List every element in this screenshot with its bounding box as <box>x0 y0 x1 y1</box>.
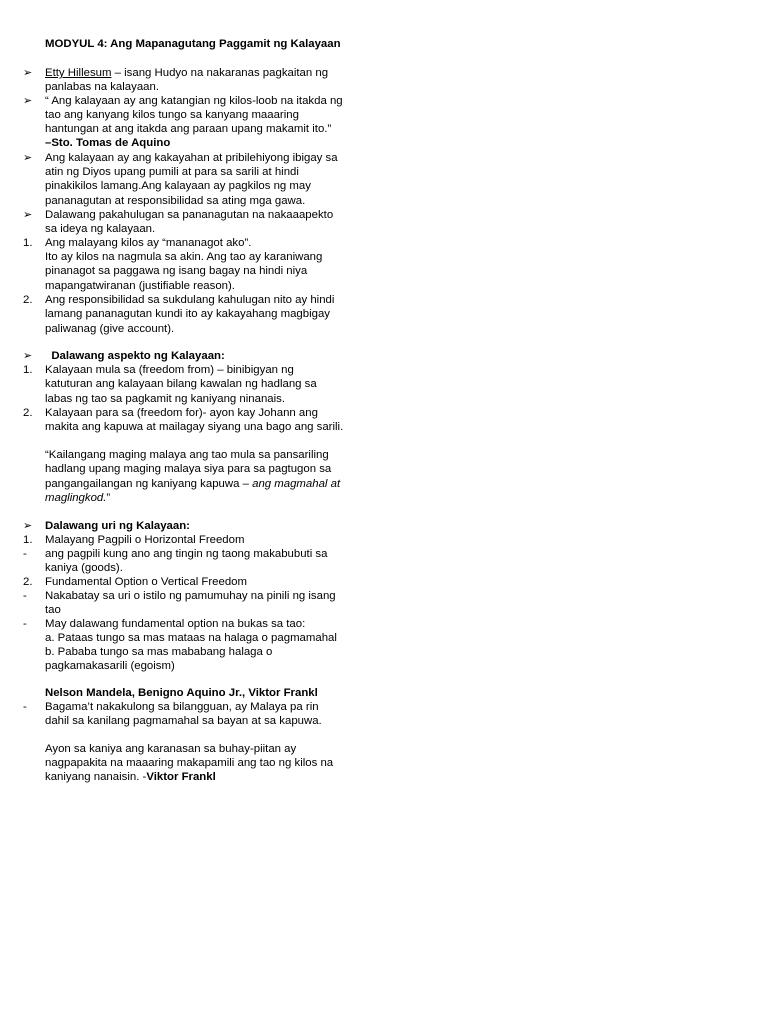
vertical-freedom-line: Fundamental Option o Vertical Freedom <box>45 576 247 588</box>
freedom-from-line-2: katuturan ang kalayaan bilang kawalan ng hadlang sa <box>45 378 317 390</box>
bullet-etty-line-1 <box>45 66 328 80</box>
bilangguan-line-2: dahil sa kanilang pagmamahal sa bayan at sa kapuwa. <box>45 715 322 727</box>
bullet-arrow-icon: ➢ <box>23 520 33 532</box>
fundamental-option-line-3: b. Pababa tungo sa mas mababang halaga o <box>45 646 273 658</box>
kalayaan-definition-line-2: atin ng Diyos upang pumili at para sa sarili at hindi <box>45 166 299 178</box>
frankl-quote-line-3 <box>45 770 216 784</box>
kailangang-quote-line-4 <box>45 491 110 505</box>
nakabatay-line-2: tao <box>45 604 61 616</box>
list-number: 1. <box>23 237 33 249</box>
bullet-arrow-icon: ➢ <box>23 209 33 221</box>
dash-marker: - <box>23 701 27 713</box>
kalayaan-definition-line-1: Ang kalayaan ay ang kakayahan at pribilehiyong ibigay sa <box>45 152 338 164</box>
etty-hillesum-name: Etty Hillesum <box>45 67 112 79</box>
dash-marker: - <box>23 590 27 602</box>
malayang-kilos-line-3: pinanagot sa paggawa ng isang bagay na hindi niya <box>45 265 308 277</box>
bullet-arrow-icon: ➢ <box>23 350 33 362</box>
frankl-quote-text: kaniyang nanaisin. - <box>45 771 147 783</box>
pakahulugan-line-1: Dalawang pakahulugan sa pananagutan na nakaaapekto <box>45 209 334 221</box>
malayang-kilos-line-2: Ito ay kilos na nagmula sa akin. Ang tao ay karaniwang <box>45 251 323 263</box>
responsibilidad-line-1: Ang responsibilidad sa sukdulang kahulugan nito ay hindi <box>45 294 335 306</box>
aquinas-quote-line-1: “ Ang kalayaan ay ang katangian ng kilos-loob na itakda ng <box>45 95 343 107</box>
bilangguan-line-1: Bagama’t nakakulong sa bilangguan, ay Malaya pa rin <box>45 701 319 713</box>
malayang-kilos-line-4: mapangatwiranan (justifiable reason). <box>45 280 235 292</box>
list-number: 2. <box>23 294 33 306</box>
kailangang-quote-line-3 <box>45 477 340 491</box>
quote-close-mark: ” <box>106 492 111 504</box>
list-number: 1. <box>23 534 33 546</box>
bullet-etty-line-2: panlabas na kalayaan. <box>45 81 159 93</box>
uri-heading: Dalawang uri ng Kalayaan: <box>45 520 190 532</box>
list-number: 2. <box>23 407 33 419</box>
kailangang-quote-line-1: “Kailangang maging malaya ang tao mula sa pansariling <box>45 449 329 461</box>
pakahulugan-line-2: sa ideya ng kalayaan. <box>45 223 156 235</box>
kailangang-quote-line-2: hadlang upang maging malaya siya para sa pagtugon sa <box>45 463 332 475</box>
responsibilidad-line-2: lamang pananagutan kundi ito ay kakayahang magbigay <box>45 308 330 320</box>
quote-italic-text: ang magmahal at <box>252 478 341 490</box>
horizontal-freedom-line: Malayang Pagpili o Horizontal Freedom <box>45 534 245 546</box>
dash-marker: - <box>23 618 27 630</box>
fundamental-option-line-1: May dalawang fundamental option na bukas sa tao: <box>45 618 306 630</box>
dash-marker: - <box>23 548 27 560</box>
kalayaan-definition-line-4: pananagutan at responsibilidad sa ating mga gawa. <box>45 195 306 207</box>
aquinas-quote-line-2: tao ang kanyang kilos tungo sa kanyang maaaring <box>45 109 299 121</box>
frankl-quote-line-2: nagpapakita na maaaring makapamili ang tao ng kilos na <box>45 757 334 769</box>
freedom-from-line-3: labas ng tao sa pagkamit ng kaniyang ninanais. <box>45 393 285 405</box>
freedom-for-line-1: Kalayaan para sa (freedom for)- ayon kay Johann ang <box>45 407 318 419</box>
freedom-from-line-1: Kalayaan mula sa (freedom from) – binibigyan ng <box>45 364 294 376</box>
malayang-kilos-line-1: Ang malayang kilos ay “mananagot ako”. <box>45 237 252 249</box>
list-number: 2. <box>23 576 33 588</box>
etty-hillesum-text: – isang Hudyo na nakaranas pagkaitan ng <box>111 67 329 79</box>
kalayaan-definition-line-3: pinakikilos lamang.Ang kalayaan ay pagkilos ng may <box>45 180 311 192</box>
bullet-arrow-icon: ➢ <box>23 67 33 79</box>
frankl-quote-line-1: Ayon sa kaniya ang karanasan sa buhay-piitan ay <box>45 743 297 755</box>
bullet-arrow-icon: ➢ <box>23 95 33 107</box>
frankl-attribution: Viktor Frankl <box>146 771 216 783</box>
pagpili-line-1: ang pagpili kung ano ang tingin ng taong makabubuti sa <box>45 548 328 560</box>
aspekto-heading: Dalawang aspekto ng Kalayaan: <box>45 350 225 362</box>
aquinas-attribution: –Sto. Tomas de Aquino <box>45 137 171 149</box>
bullet-arrow-icon: ➢ <box>23 152 33 164</box>
aquinas-quote-line-3: hantungan at ang itakda ang paraan upang makamit ito.” <box>45 123 332 135</box>
fundamental-option-line-2: a. Pataas tungo sa mas mataas na halaga o pagmamahal <box>45 632 337 644</box>
document-title: MODYUL 4: Ang Mapanagutang Paggamit ng Kalayaan <box>45 38 341 50</box>
freedom-for-line-2: makita ang kapuwa at mailagay siyang una bago ang sarili. <box>45 421 344 433</box>
responsibilidad-line-3: paliwanag (give account). <box>45 323 175 335</box>
quote-text: pangangailangan ng kaniyang kapuwa – <box>45 478 253 490</box>
fundamental-option-line-4: pagkamakasarili (egoism) <box>45 660 175 672</box>
pagpili-line-2: kaniya (goods). <box>45 562 123 574</box>
quote-italic-text: maglingkod. <box>45 492 107 504</box>
nakabatay-line-1: Nakabatay sa uri o istilo ng pamumuhay na pinili ng isang <box>45 590 336 602</box>
people-heading: Nelson Mandela, Benigno Aquino Jr., Viktor Frankl <box>45 687 318 699</box>
list-number: 1. <box>23 364 33 376</box>
